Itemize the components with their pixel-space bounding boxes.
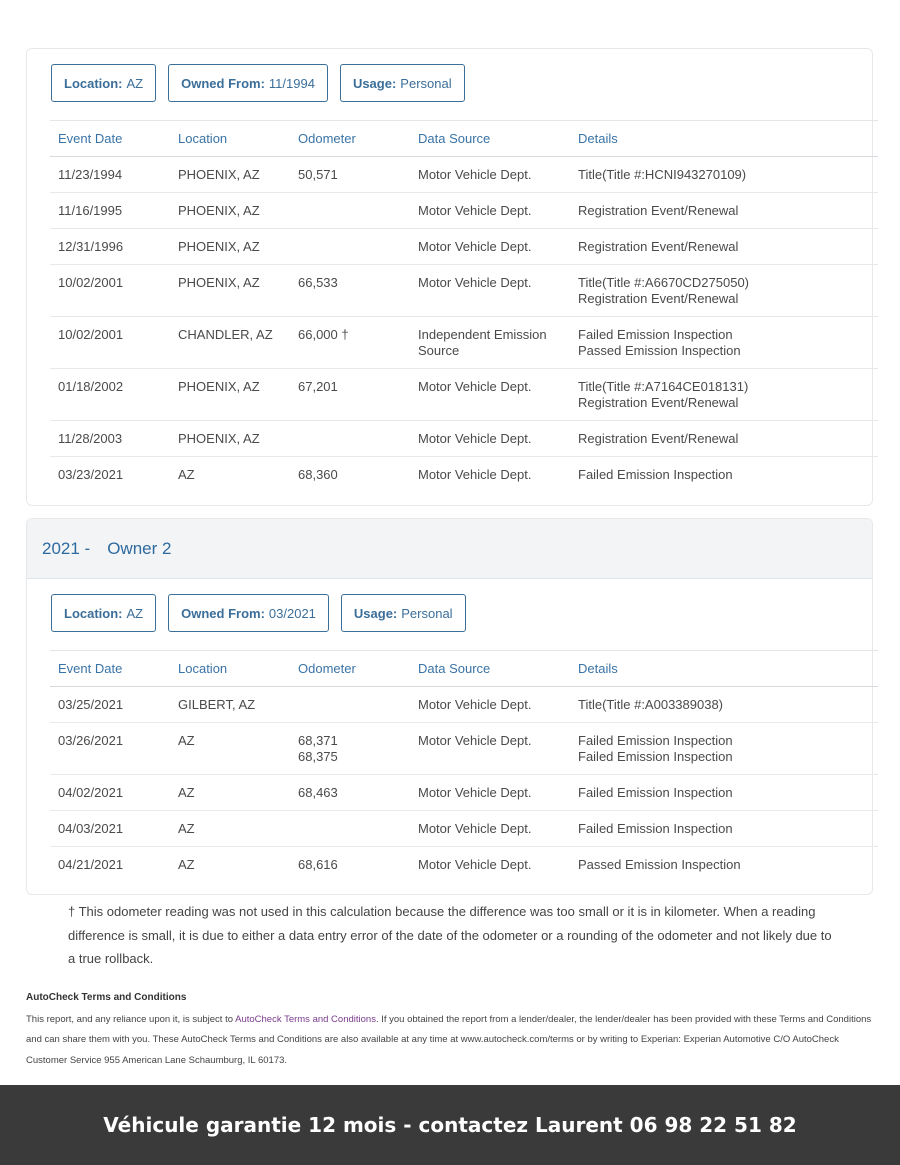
owned-from-badge: Owned From: 11/1994 bbox=[168, 64, 328, 102]
table-row bbox=[50, 723, 878, 775]
location-cell: PHOENIX, AZ bbox=[170, 157, 290, 193]
location-cell: PHOENIX, AZ bbox=[170, 265, 290, 317]
data-source-cell: Independent Emission Source bbox=[410, 317, 570, 369]
data-source-cell: Motor Vehicle Dept. bbox=[410, 157, 570, 193]
data-source-cell: Motor Vehicle Dept. bbox=[418, 467, 532, 482]
owner-title: Owner 2 bbox=[107, 538, 172, 558]
col-details: Details bbox=[570, 651, 878, 687]
terms-text-end: . If you obtained the report from a lender/dealer, the lender/dealer has been provided with these Terms and Conditions and can share them with you. These AutoCheck Terms and Conditions are also available at any time at www.autocheck.com/terms or by writing to Experian: Experian Automotive C/O AutoCheck Customer Service 955 American Lane Schaumburg, IL 60173. bbox=[26, 1013, 872, 1066]
details-cell: Passed Emission Inspection bbox=[578, 857, 741, 872]
table-row bbox=[50, 265, 878, 317]
location-cell: AZ bbox=[170, 811, 290, 847]
details-cell: Title(Title #:A7164CE018131) Registration Event/Renewal bbox=[570, 369, 878, 421]
data-source-cell: Motor Vehicle Dept. bbox=[410, 229, 570, 265]
col-location: Location bbox=[170, 651, 290, 687]
location-cell: PHOENIX, AZ bbox=[170, 369, 290, 421]
owner-2-events-table bbox=[50, 650, 878, 882]
location-cell: PHOENIX, AZ bbox=[170, 193, 290, 229]
odometer-cell bbox=[290, 229, 410, 265]
table-row bbox=[50, 775, 878, 811]
data-source-cell: Motor Vehicle Dept. bbox=[418, 857, 532, 872]
contact-banner: Véhicule garantie 12 mois - contactez Laurent 06 98 22 51 82 bbox=[0, 1085, 900, 1165]
table-row bbox=[50, 847, 878, 883]
data-source-cell: Motor Vehicle Dept. bbox=[410, 775, 570, 811]
odometer-cell: 68,360 bbox=[298, 467, 338, 482]
owner-2-card bbox=[26, 518, 873, 895]
location-cell: AZ bbox=[170, 723, 290, 775]
owner-1-events-table bbox=[50, 120, 878, 492]
data-source-cell: Motor Vehicle Dept. bbox=[410, 687, 570, 723]
details-cell: Failed Emission Inspection bbox=[570, 811, 878, 847]
terms-link[interactable]: AutoCheck Terms and Conditions bbox=[235, 1013, 376, 1025]
col-details: Details bbox=[570, 121, 878, 157]
details-cell: Failed Emission Inspection bbox=[570, 775, 878, 811]
location-cell: AZ bbox=[178, 857, 195, 872]
col-odometer: Odometer bbox=[290, 121, 410, 157]
table-row bbox=[50, 193, 878, 229]
details-cell: Registration Event/Renewal bbox=[570, 229, 878, 265]
table-row bbox=[50, 157, 878, 193]
event-date-cell: 03/23/2021 bbox=[58, 467, 124, 482]
owner-1-badges bbox=[27, 49, 872, 111]
event-date-cell: 04/02/2021 bbox=[50, 775, 170, 811]
event-date-cell: 04/21/2021 bbox=[58, 857, 124, 872]
col-data-source: Data Source bbox=[410, 651, 570, 687]
details-cell: Registration Event/Renewal bbox=[570, 193, 878, 229]
table-row bbox=[50, 421, 878, 457]
location-cell: AZ bbox=[178, 467, 195, 482]
event-date-cell: 03/25/2021 bbox=[50, 687, 170, 723]
location-cell: CHANDLER, AZ bbox=[170, 317, 290, 369]
odometer-cell: 68,371 68,375 bbox=[290, 723, 410, 775]
odometer-cell: 68,616 bbox=[298, 857, 338, 872]
event-date-cell: 01/18/2002 bbox=[50, 369, 170, 421]
data-source-cell: Motor Vehicle Dept. bbox=[410, 421, 570, 457]
odometer-cell: 66,000 † bbox=[290, 317, 410, 369]
col-event-date: Event Date bbox=[50, 651, 170, 687]
data-source-cell: Motor Vehicle Dept. bbox=[410, 265, 570, 317]
event-date-cell: 11/16/1995 bbox=[50, 193, 170, 229]
table-row bbox=[50, 369, 878, 421]
col-odometer: Odometer bbox=[290, 651, 410, 687]
details-cell: Failed Emission Inspection Passed Emission Inspection bbox=[570, 317, 878, 369]
odometer-cell: 67,201 bbox=[290, 369, 410, 421]
location-cell: PHOENIX, AZ bbox=[170, 229, 290, 265]
data-source-cell: Motor Vehicle Dept. bbox=[410, 193, 570, 229]
owner-2-badges bbox=[27, 579, 872, 641]
terms-title: AutoCheck Terms and Conditions bbox=[26, 992, 187, 1003]
data-source-cell: Motor Vehicle Dept. bbox=[410, 369, 570, 421]
odometer-cell: 68,463 bbox=[290, 775, 410, 811]
details-cell: Title(Title #:A6670CD275050) Registration Event/Renewal bbox=[570, 265, 878, 317]
table-row bbox=[50, 317, 878, 369]
odometer-footnote: † This odometer reading was not used in this calculation because the difference was too small or it is in kilometer. When a reading difference is small, it is due to either a data entry error of the date of the odometer or a rounding of the odometer and not likely due to a true rollback. bbox=[68, 904, 832, 966]
col-event-date: Event Date bbox=[50, 121, 170, 157]
event-date-cell: 10/02/2001 bbox=[50, 317, 170, 369]
event-date-cell: 04/03/2021 bbox=[50, 811, 170, 847]
event-date-cell: 11/23/1994 bbox=[50, 157, 170, 193]
details-cell: Failed Emission Inspection bbox=[578, 467, 733, 482]
terms-text-start: This report, and any reliance upon it, is subject to bbox=[26, 1013, 236, 1025]
table-header-row bbox=[50, 651, 878, 687]
location-cell: PHOENIX, AZ bbox=[170, 421, 290, 457]
table-row bbox=[50, 457, 878, 493]
event-date-cell: 03/26/2021 bbox=[50, 723, 170, 775]
table-row bbox=[50, 687, 878, 723]
terms-section bbox=[26, 988, 876, 1071]
data-source-cell: Motor Vehicle Dept. bbox=[410, 723, 570, 775]
location-badge: Location: AZ bbox=[51, 594, 156, 632]
usage-badge: Usage: Personal bbox=[340, 64, 465, 102]
owner-1-rows bbox=[50, 157, 878, 493]
odometer-cell: 66,533 bbox=[290, 265, 410, 317]
table-row bbox=[50, 811, 878, 847]
owner-1-card bbox=[26, 48, 873, 506]
owner-2-rows bbox=[50, 687, 878, 883]
usage-badge: Usage: Personal bbox=[341, 594, 466, 632]
odometer-cell bbox=[290, 687, 410, 723]
details-cell: Registration Event/Renewal bbox=[570, 421, 878, 457]
table-row bbox=[50, 229, 878, 265]
location-cell: GILBERT, AZ bbox=[170, 687, 290, 723]
owner-2-header bbox=[27, 519, 872, 579]
col-data-source: Data Source bbox=[410, 121, 570, 157]
odometer-cell bbox=[290, 421, 410, 457]
odometer-cell bbox=[290, 193, 410, 229]
location-badge: Location: AZ bbox=[51, 64, 156, 102]
location-cell: AZ bbox=[170, 775, 290, 811]
col-location: Location bbox=[170, 121, 290, 157]
odometer-cell bbox=[290, 811, 410, 847]
table-header-row bbox=[50, 121, 878, 157]
details-cell: Title(Title #:A003389038) bbox=[570, 687, 878, 723]
details-cell: Title(Title #:HCNI943270109) bbox=[570, 157, 878, 193]
event-date-cell: 10/02/2001 bbox=[50, 265, 170, 317]
owner-year: 2021 - bbox=[42, 538, 91, 558]
owned-from-badge: Owned From: 03/2021 bbox=[168, 594, 329, 632]
event-date-cell: 11/28/2003 bbox=[50, 421, 170, 457]
terms-body bbox=[26, 1010, 876, 1072]
event-date-cell: 12/31/1996 bbox=[50, 229, 170, 265]
data-source-cell: Motor Vehicle Dept. bbox=[410, 811, 570, 847]
odometer-cell: 50,571 bbox=[290, 157, 410, 193]
details-cell: Failed Emission Inspection Failed Emission Inspection bbox=[570, 723, 878, 775]
